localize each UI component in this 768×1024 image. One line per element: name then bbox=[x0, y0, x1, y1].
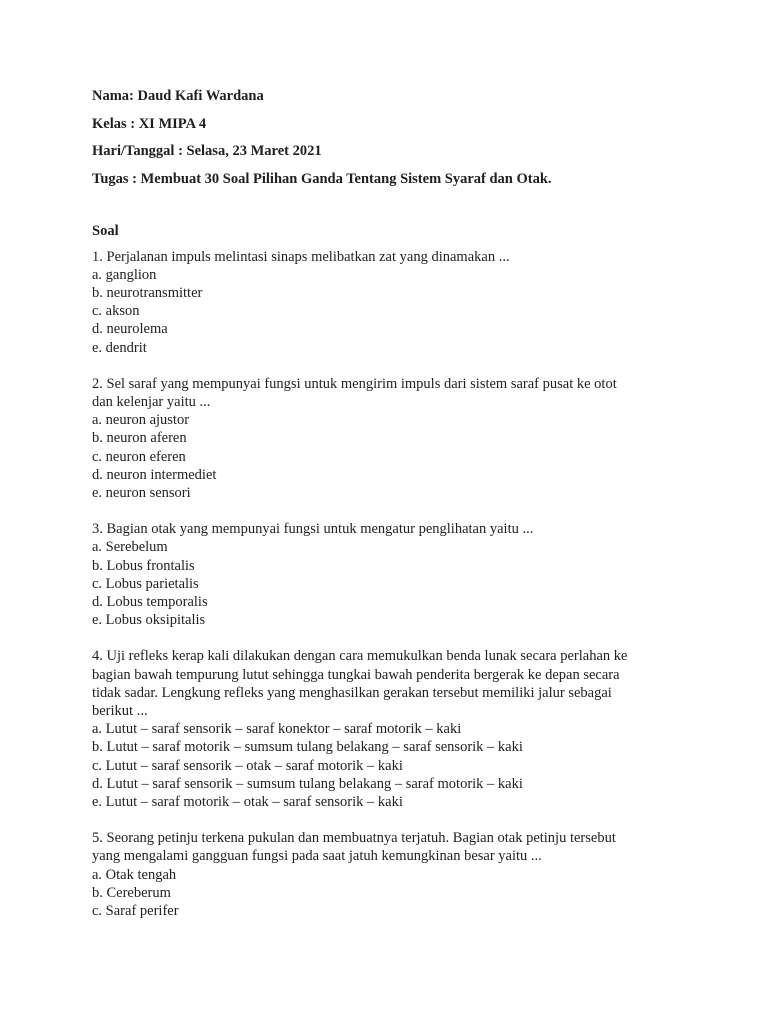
question-list bbox=[92, 248, 692, 921]
answer-option: e. Lobus oksipitalis bbox=[92, 612, 206, 629]
answer-option: e. neuron sensori bbox=[92, 484, 191, 501]
answer-option: a. Otak tengah bbox=[92, 866, 177, 883]
answer-option: a. ganglion bbox=[92, 266, 157, 283]
answer-option: b. Cereberum bbox=[92, 884, 171, 901]
answer-option: b. neuron aferen bbox=[92, 430, 187, 447]
answer-option: a. Lutut – saraf sensorik – saraf konektor – saraf motorik – kaki bbox=[92, 721, 462, 738]
question-text-line: berikut ... bbox=[92, 702, 148, 719]
answer-option: d. neuron intermediet bbox=[92, 466, 217, 483]
answer-option: d. neurolema bbox=[92, 321, 168, 338]
question-text-line: 2. Sel saraf yang mempunyai fungsi untuk mengirim impuls dari sistem saraf pusat ke otot bbox=[92, 375, 617, 392]
question-text-line: 1. Perjalanan impuls melintasi sinaps melibatkan zat yang dinamakan ... bbox=[92, 248, 510, 265]
question-text-line: 4. Uji refleks kerap kali dilakukan dengan cara memukulkan benda lunak secara perlahan ke bbox=[92, 648, 628, 665]
question-text-line: bagian bawah tempurung lutut sehingga tungkai bawah penderita bergerak ke depan secara bbox=[92, 666, 620, 683]
question-2 bbox=[92, 375, 692, 502]
student-name: Nama: Daud Kafi Wardana bbox=[92, 88, 264, 104]
answer-option: e. Lutut – saraf motorik – otak – saraf sensorik – kaki bbox=[92, 793, 403, 810]
answer-option: b. Lobus frontalis bbox=[92, 557, 195, 574]
document-page bbox=[92, 86, 692, 938]
question-text-line: yang mengalami gangguan fungsi pada saat jatuh kemungkinan besar yaitu ... bbox=[92, 848, 542, 865]
question-3 bbox=[92, 520, 692, 629]
question-text-line: 3. Bagian otak yang mempunyai fungsi untuk mengatur penglihatan yaitu ... bbox=[92, 521, 534, 538]
assignment-line: Tugas : Membuat 30 Soal Pilihan Ganda Tentang Sistem Syaraf dan Otak. bbox=[92, 170, 552, 187]
question-1 bbox=[92, 248, 692, 357]
answer-option: b. Lutut – saraf motorik – sumsum tulang belakang – saraf sensorik – kaki bbox=[92, 739, 523, 756]
question-text-line: tidak sadar. Lengkung refleks yang menghasilkan gerakan tersebut memiliki jalur sebagai bbox=[92, 684, 612, 701]
answer-option: a. neuron ajustor bbox=[92, 412, 190, 429]
answer-option: b. neurotransmitter bbox=[92, 284, 203, 301]
question-4 bbox=[92, 647, 692, 811]
answer-option: c. neuron eferen bbox=[92, 448, 186, 465]
answer-option: c. akson bbox=[92, 303, 140, 320]
question-text-line: dan kelenjar yaitu ... bbox=[92, 393, 211, 410]
answer-option: d. Lutut – saraf sensorik – sumsum tulang belakang – saraf motorik – kaki bbox=[92, 775, 523, 792]
answer-option: e. dendrit bbox=[92, 339, 147, 356]
question-5 bbox=[92, 829, 692, 920]
answer-option: c. Lobus parietalis bbox=[92, 575, 199, 592]
date-line: Hari/Tanggal : Selasa, 23 Maret 2021 bbox=[92, 143, 322, 159]
student-class: Kelas : XI MIPA 4 bbox=[92, 115, 207, 132]
answer-option: c. Lutut – saraf sensorik – otak – saraf motorik – kaki bbox=[92, 757, 403, 774]
answer-option: c. Saraf perifer bbox=[92, 903, 179, 919]
question-text-line: 5. Seorang petinju terkena pukulan dan membuatnya terjatuh. Bagian otak petinju tersebut bbox=[92, 830, 616, 847]
section-title: Soal bbox=[92, 222, 119, 239]
answer-option: a. Serebelum bbox=[92, 539, 168, 556]
answer-option: d. Lobus temporalis bbox=[92, 593, 208, 610]
